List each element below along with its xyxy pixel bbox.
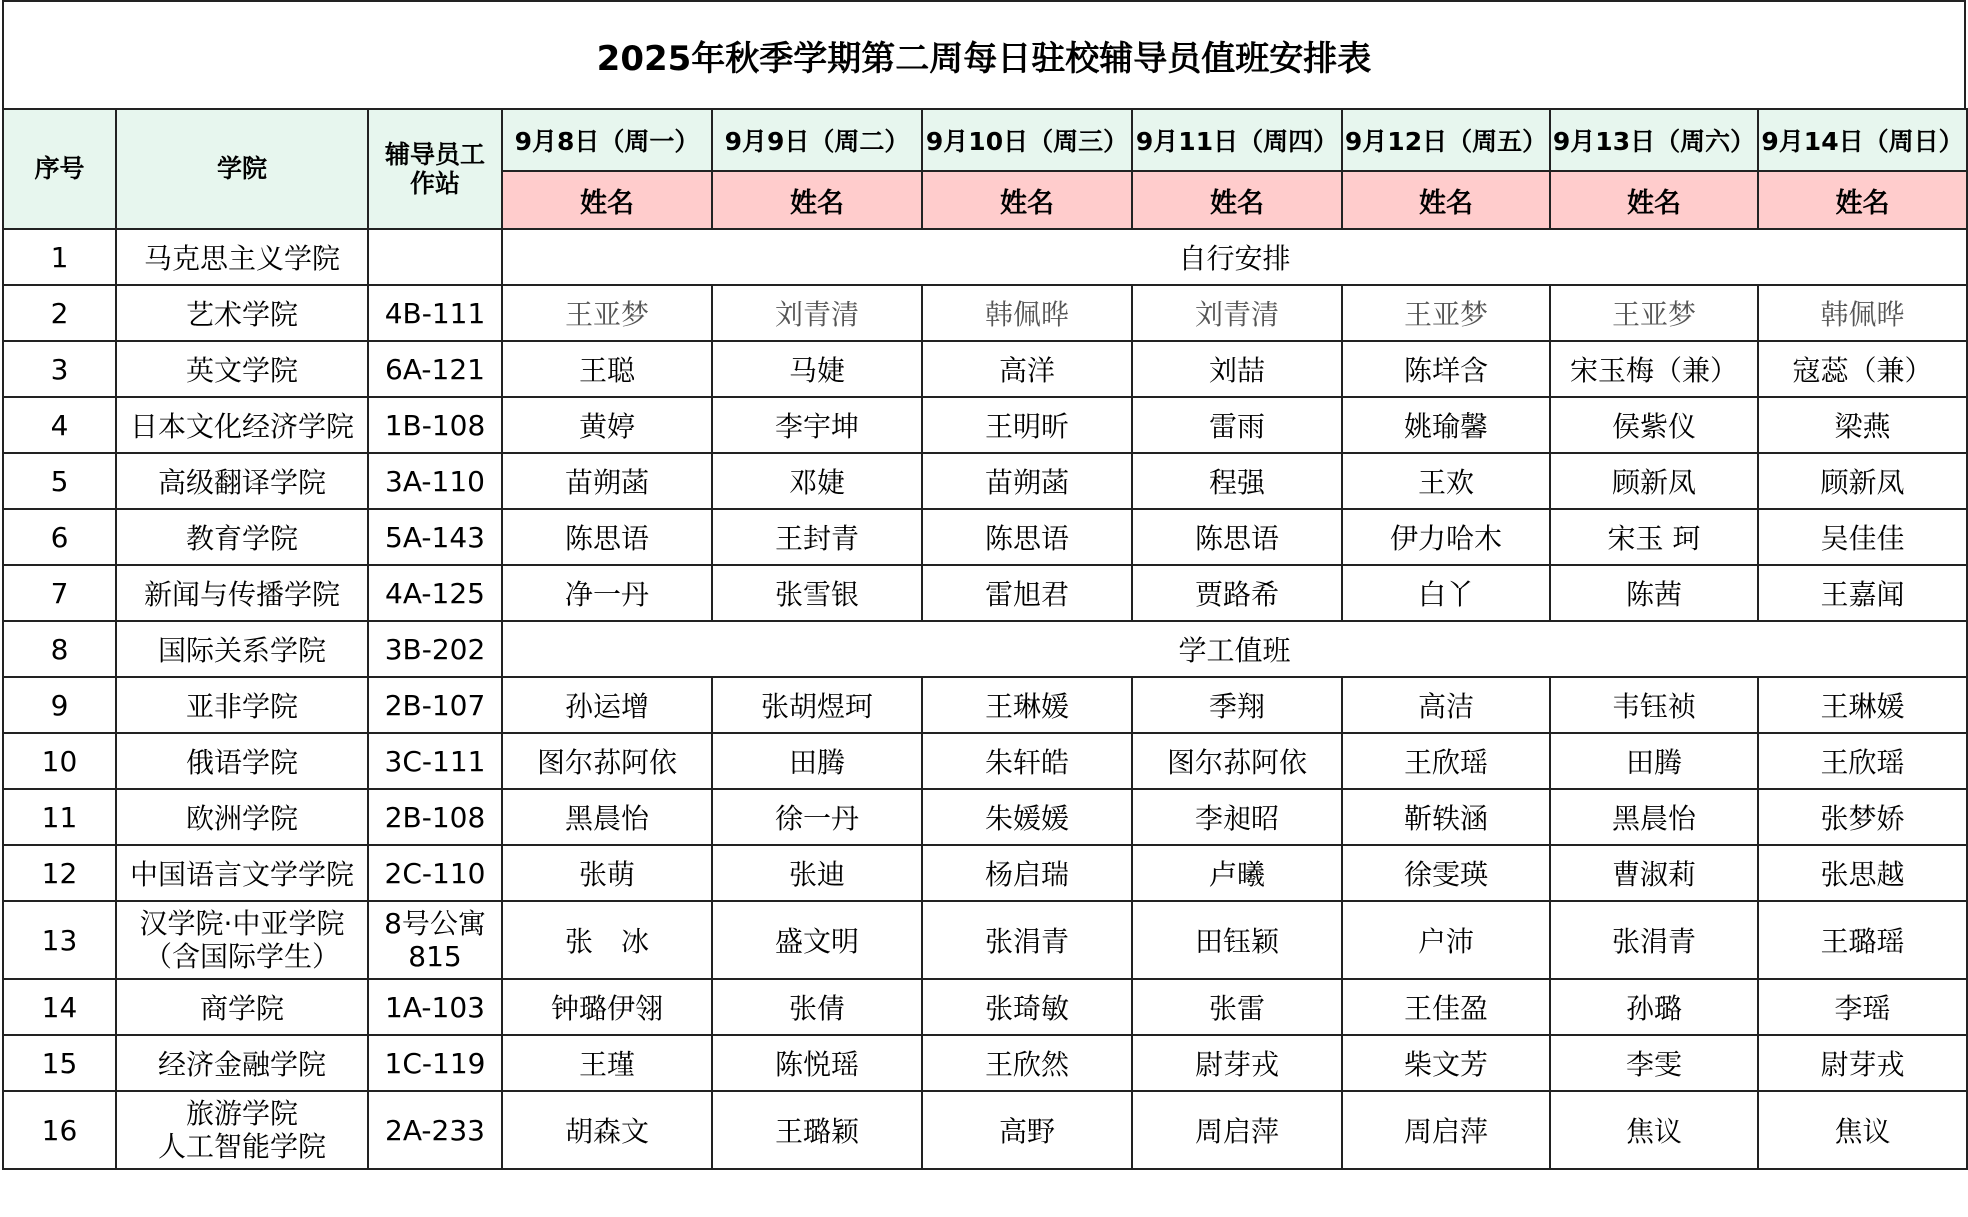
college-line-1: 旅游学院: [185, 1096, 298, 1130]
name-cell: 周启萍: [1132, 1091, 1342, 1169]
table-row: [3, 509, 1967, 565]
duty-schedule-sheet: [2, 0, 1966, 1170]
header-date-mon: 9月8日（周一）: [502, 109, 712, 171]
name-cell: 伊力哈木: [1342, 509, 1550, 565]
college-cell: 日本文化经济学院: [116, 397, 368, 453]
name-cell: 韩佩晔: [1758, 285, 1967, 341]
college-cell: 艺术学院: [116, 285, 368, 341]
name-cell: 王璐瑶: [1758, 901, 1967, 979]
row-number: 3: [3, 341, 116, 397]
name-cell: 陈思语: [1132, 509, 1342, 565]
name-cell: 靳轶涵: [1342, 789, 1550, 845]
table-row: [3, 397, 1967, 453]
row-number: 6: [3, 509, 116, 565]
name-cell: 白丫: [1342, 565, 1550, 621]
row-number: 4: [3, 397, 116, 453]
name-cell: 陈悦瑶: [712, 1035, 922, 1091]
name-cell: 陈茜: [1550, 565, 1758, 621]
header-date-thu: 9月11日（周四）: [1132, 109, 1342, 171]
name-cell: 王欣瑶: [1758, 733, 1967, 789]
station-line-2: 815: [408, 940, 462, 973]
college-cell: [116, 1091, 368, 1169]
name-cell: 王亚梦: [1342, 285, 1550, 341]
name-cell: 刘青清: [1132, 285, 1342, 341]
name-cell: 王欣瑶: [1342, 733, 1550, 789]
table-row: [3, 453, 1967, 509]
row-number: 15: [3, 1035, 116, 1091]
name-cell: 张琦敏: [922, 979, 1132, 1035]
name-cell: 胡森文: [502, 1091, 712, 1169]
name-cell: 李雯: [1550, 1035, 1758, 1091]
college-cell: [116, 901, 368, 979]
name-cell: 韩佩晔: [922, 285, 1132, 341]
name-cell: 净一丹: [502, 565, 712, 621]
name-cell: 朱轩皓: [922, 733, 1132, 789]
row-number: 16: [3, 1091, 116, 1169]
name-cell: 程强: [1132, 453, 1342, 509]
college-cell: 新闻与传播学院: [116, 565, 368, 621]
name-cell: 钟璐伊翎: [502, 979, 712, 1035]
name-cell: 贾路希: [1132, 565, 1342, 621]
header-seq: 序号: [3, 109, 116, 229]
header-date-sun: 9月14日（周日）: [1758, 109, 1967, 171]
name-cell: 尉芽戎: [1758, 1035, 1967, 1091]
name-cell: 朱媛媛: [922, 789, 1132, 845]
header-name-sun: 姓名: [1758, 171, 1967, 229]
college-cell: 经济金融学院: [116, 1035, 368, 1091]
header-date-fri: 9月12日（周五）: [1342, 109, 1550, 171]
name-cell: 盛文明: [712, 901, 922, 979]
station-cell: 4B-111: [368, 285, 502, 341]
row-number: 11: [3, 789, 116, 845]
name-cell: 王亚梦: [1550, 285, 1758, 341]
name-cell: 柴文芳: [1342, 1035, 1550, 1091]
name-cell: 高洋: [922, 341, 1132, 397]
name-cell: 李宇坤: [712, 397, 922, 453]
college-cell: 马克思主义学院: [116, 229, 368, 285]
name-cell: 宋玉 珂: [1550, 509, 1758, 565]
header-name-fri: 姓名: [1342, 171, 1550, 229]
name-cell: 高野: [922, 1091, 1132, 1169]
table-row: [3, 1091, 1967, 1169]
header-date-wed: 9月10日（周三）: [922, 109, 1132, 171]
sheet-title: 2025年秋季学期第二周每日驻校辅导员值班安排表: [2, 0, 1966, 108]
name-cell: 田腾: [1550, 733, 1758, 789]
name-cell: 张雪银: [712, 565, 922, 621]
name-cell: 曹淑莉: [1550, 845, 1758, 901]
college-cell: 高级翻译学院: [116, 453, 368, 509]
name-cell: 姚瑜馨: [1342, 397, 1550, 453]
station-cell: [368, 229, 502, 285]
name-cell: 顾新凤: [1550, 453, 1758, 509]
name-cell: 宋玉梅（兼）: [1550, 341, 1758, 397]
table-row: [3, 733, 1967, 789]
header-name-sat: 姓名: [1550, 171, 1758, 229]
name-cell: 陈思语: [502, 509, 712, 565]
college-line-2: 人工智能学院: [157, 1130, 326, 1163]
name-cell: 寇蕊（兼）: [1758, 341, 1967, 397]
row-number: 9: [3, 677, 116, 733]
name-cell: 陈垟含: [1342, 341, 1550, 397]
name-cell: 刘喆: [1132, 341, 1342, 397]
table-row: [3, 565, 1967, 621]
name-cell: 邓婕: [712, 453, 922, 509]
name-cell: 王琳媛: [922, 677, 1132, 733]
name-cell: 王亚梦: [502, 285, 712, 341]
header-name-tue: 姓名: [712, 171, 922, 229]
name-cell: 苗朔菡: [922, 453, 1132, 509]
college-line-1: 汉学院·中亚学院: [139, 906, 345, 940]
name-cell: 王欣然: [922, 1035, 1132, 1091]
header-name-wed: 姓名: [922, 171, 1132, 229]
name-cell: 张倩: [712, 979, 922, 1035]
name-cell: 季翔: [1132, 677, 1342, 733]
header-name-thu: 姓名: [1132, 171, 1342, 229]
header-date-tue: 9月9日（周二）: [712, 109, 922, 171]
college-cell: 欧洲学院: [116, 789, 368, 845]
station-cell: [368, 901, 502, 979]
name-cell: 周启萍: [1342, 1091, 1550, 1169]
schedule-table: [2, 108, 1968, 1170]
name-cell: 王明昕: [922, 397, 1132, 453]
name-cell: 尉芽戎: [1132, 1035, 1342, 1091]
row-number: 13: [3, 901, 116, 979]
station-cell: 6A-121: [368, 341, 502, 397]
name-cell: 图尔荪阿依: [502, 733, 712, 789]
name-cell: 张胡煜珂: [712, 677, 922, 733]
college-cell: 亚非学院: [116, 677, 368, 733]
header-name-mon: 姓名: [502, 171, 712, 229]
station-cell: 2C-110: [368, 845, 502, 901]
row-number: 12: [3, 845, 116, 901]
name-cell: 杨启瑞: [922, 845, 1132, 901]
station-cell: 2B-107: [368, 677, 502, 733]
college-cell: 英文学院: [116, 341, 368, 397]
row-number: 2: [3, 285, 116, 341]
name-cell: 李瑶: [1758, 979, 1967, 1035]
merged-note-cell: 学工值班: [502, 621, 1967, 677]
name-cell: 陈思语: [922, 509, 1132, 565]
name-cell: 刘青清: [712, 285, 922, 341]
name-cell: 户沛: [1342, 901, 1550, 979]
name-cell: 张 冰: [502, 901, 712, 979]
name-cell: 王瑾: [502, 1035, 712, 1091]
college-cell: 商学院: [116, 979, 368, 1035]
college-cell: 俄语学院: [116, 733, 368, 789]
table-row: [3, 229, 1967, 285]
name-cell: 张梦娇: [1758, 789, 1967, 845]
table-row: [3, 979, 1967, 1035]
name-cell: 雷雨: [1132, 397, 1342, 453]
name-cell: 李昶昭: [1132, 789, 1342, 845]
name-cell: 焦议: [1550, 1091, 1758, 1169]
name-cell: 王佳盈: [1342, 979, 1550, 1035]
row-number: 1: [3, 229, 116, 285]
table-row: [3, 677, 1967, 733]
name-cell: 马婕: [712, 341, 922, 397]
name-cell: 王嘉闻: [1758, 565, 1967, 621]
college-cell: 中国语言文学学院: [116, 845, 368, 901]
name-cell: 雷旭君: [922, 565, 1132, 621]
name-cell: 张涓青: [1550, 901, 1758, 979]
name-cell: 王欢: [1342, 453, 1550, 509]
table-row: [3, 341, 1967, 397]
row-number: 14: [3, 979, 116, 1035]
name-cell: 黑晨怡: [502, 789, 712, 845]
name-cell: 卢曦: [1132, 845, 1342, 901]
station-line-1: 8号公寓: [384, 906, 486, 940]
name-cell: 吴佳佳: [1758, 509, 1967, 565]
name-cell: 侯紫仪: [1550, 397, 1758, 453]
name-cell: 张迪: [712, 845, 922, 901]
table-row: [3, 1035, 1967, 1091]
name-cell: 苗朔菡: [502, 453, 712, 509]
table-row: [3, 845, 1967, 901]
name-cell: 王琳媛: [1758, 677, 1967, 733]
name-cell: 张萌: [502, 845, 712, 901]
name-cell: 徐雯瑛: [1342, 845, 1550, 901]
table-row: [3, 621, 1967, 677]
name-cell: 王璐颖: [712, 1091, 922, 1169]
station-cell: 1B-108: [368, 397, 502, 453]
station-cell: 1C-119: [368, 1035, 502, 1091]
station-cell: 5A-143: [368, 509, 502, 565]
station-cell: 3C-111: [368, 733, 502, 789]
name-cell: 徐一丹: [712, 789, 922, 845]
merged-note-cell: 自行安排: [502, 229, 1967, 285]
name-cell: 张涓青: [922, 901, 1132, 979]
college-cell: 国际关系学院: [116, 621, 368, 677]
station-cell: 4A-125: [368, 565, 502, 621]
row-number: 10: [3, 733, 116, 789]
name-cell: 焦议: [1758, 1091, 1967, 1169]
station-cell: 2B-108: [368, 789, 502, 845]
row-number: 5: [3, 453, 116, 509]
name-cell: 张雷: [1132, 979, 1342, 1035]
name-cell: 孙运增: [502, 677, 712, 733]
college-line-2: （含国际学生）: [143, 940, 340, 973]
row-number: 8: [3, 621, 116, 677]
name-cell: 韦钰祯: [1550, 677, 1758, 733]
row-number: 7: [3, 565, 116, 621]
name-cell: 孙璐: [1550, 979, 1758, 1035]
name-cell: 高洁: [1342, 677, 1550, 733]
table-row: [3, 901, 1967, 979]
name-cell: 梁燕: [1758, 397, 1967, 453]
name-cell: 黑晨怡: [1550, 789, 1758, 845]
college-cell: 教育学院: [116, 509, 368, 565]
name-cell: 王封青: [712, 509, 922, 565]
header-college: 学院: [116, 109, 368, 229]
name-cell: 黄婷: [502, 397, 712, 453]
station-cell: 2A-233: [368, 1091, 502, 1169]
station-cell: 3B-202: [368, 621, 502, 677]
station-cell: 1A-103: [368, 979, 502, 1035]
name-cell: 王聪: [502, 341, 712, 397]
table-row: [3, 285, 1967, 341]
header-date-sat: 9月13日（周六）: [1550, 109, 1758, 171]
name-cell: 顾新凤: [1758, 453, 1967, 509]
name-cell: 田腾: [712, 733, 922, 789]
name-cell: 图尔荪阿依: [1132, 733, 1342, 789]
name-cell: 田钰颖: [1132, 901, 1342, 979]
station-cell: 3A-110: [368, 453, 502, 509]
name-cell: 张思越: [1758, 845, 1967, 901]
header-station: 辅导员工作站: [368, 109, 502, 229]
table-row: [3, 789, 1967, 845]
